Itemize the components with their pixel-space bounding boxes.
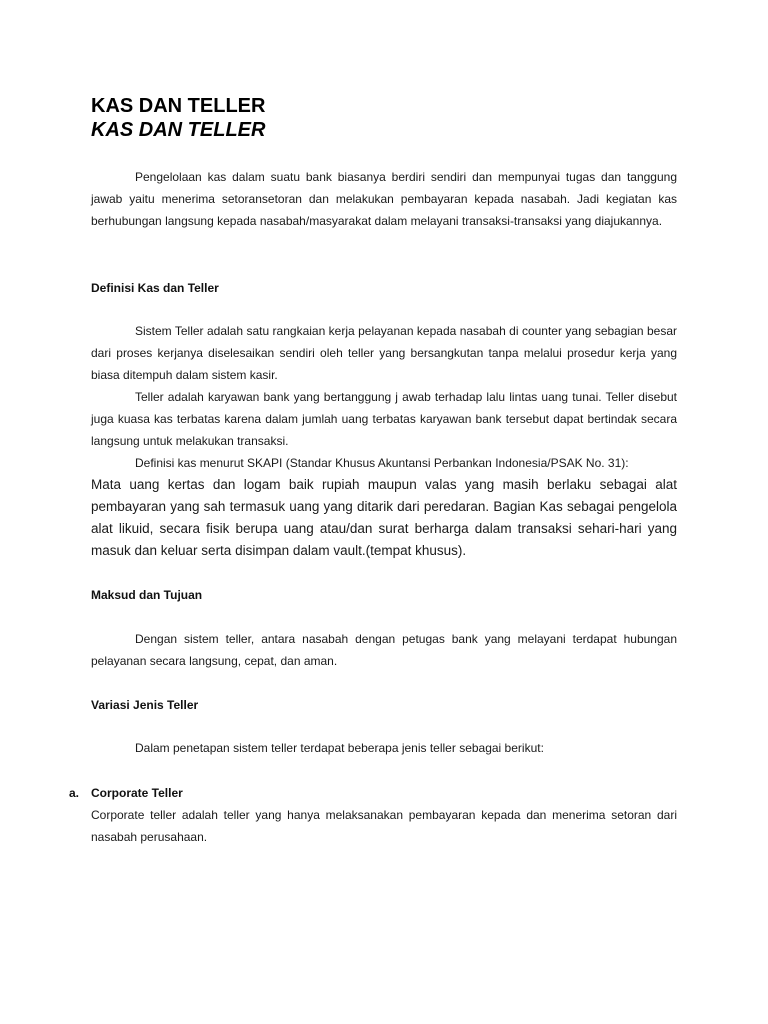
section-heading-maksud: Maksud dan Tujuan (91, 588, 203, 602)
paragraph-kas-definition: Mata uang kertas dan logam baik rupiah maupun valas yang masih berlaku sebagai alat pembayaran yang sah termasuk uang yang ditarik dari peredaran. Bagian Kas sebagai pengelola alat likuid, secara fisik berupa uang atau/dan surat berharga dalam transaksi sehari-hari yang masuk dan keluar serta disimpan dalam vault.(tempat khusus). (91, 477, 677, 558)
paragraph-sistem-teller: Sistem Teller adalah satu rangkaian kerja pelayanan kepada nasabah di counter yang sebagian besar dari proses kerjanya diselesaikan sendiri oleh teller yang bersangkutan tanpa melalui prosedur kerja yang biasa ditempuh dalam sistem kasir. (91, 324, 677, 382)
list-marker-a: a. (69, 786, 80, 800)
paragraph-teller-definition: Teller adalah karyawan bank yang bertanggung j awab terhadap lalu lintas uang tunai. Teller disebut juga kuasa kas terbatas karena dalam jumlah uang terbatas karyawan bank tersebut dapat bertindak secara langsung untuk melakukan transaksi. (91, 390, 677, 448)
paragraph-skapi-definition: Definisi kas menurut SKAPI (Standar Khusus Akuntansi Perbankan Indonesia/PSAK No. 31): (135, 456, 629, 470)
list-heading-corporate-teller: Corporate Teller (91, 786, 183, 800)
section-heading-variasi: Variasi Jenis Teller (91, 698, 199, 712)
paragraph-variasi: Dalam penetapan sistem teller terdapat beberapa jenis teller sebagai berikut: (135, 741, 544, 755)
section-heading-definisi: Definisi Kas dan Teller (91, 281, 219, 295)
document-title: KAS DAN TELLER (91, 95, 266, 117)
intro-paragraph: Pengelolaan kas dalam suatu bank biasanya berdiri sendiri dan mempunyai tugas dan tanggung jawab yaitu menerima setoransetoran dan melakukan pembayaran kepada nasabah. Jadi kegiatan kas berhubungan langsung kepada nasabah/masyarakat dalam melayani transaksi-transaksi yang diajukannya. (91, 170, 677, 228)
paragraph-maksud: Dengan sistem teller, antara nasabah dengan petugas bank yang melayani terdapat hubungan pelayanan secara langsung, cepat, dan aman. (91, 632, 677, 668)
document-subtitle: KAS DAN TELLER (91, 119, 266, 141)
paragraph-corporate-teller: Corporate teller adalah teller yang hanya melaksanakan pembayaran kepada dan menerima setoran dari nasabah perusahaan. (91, 808, 677, 844)
